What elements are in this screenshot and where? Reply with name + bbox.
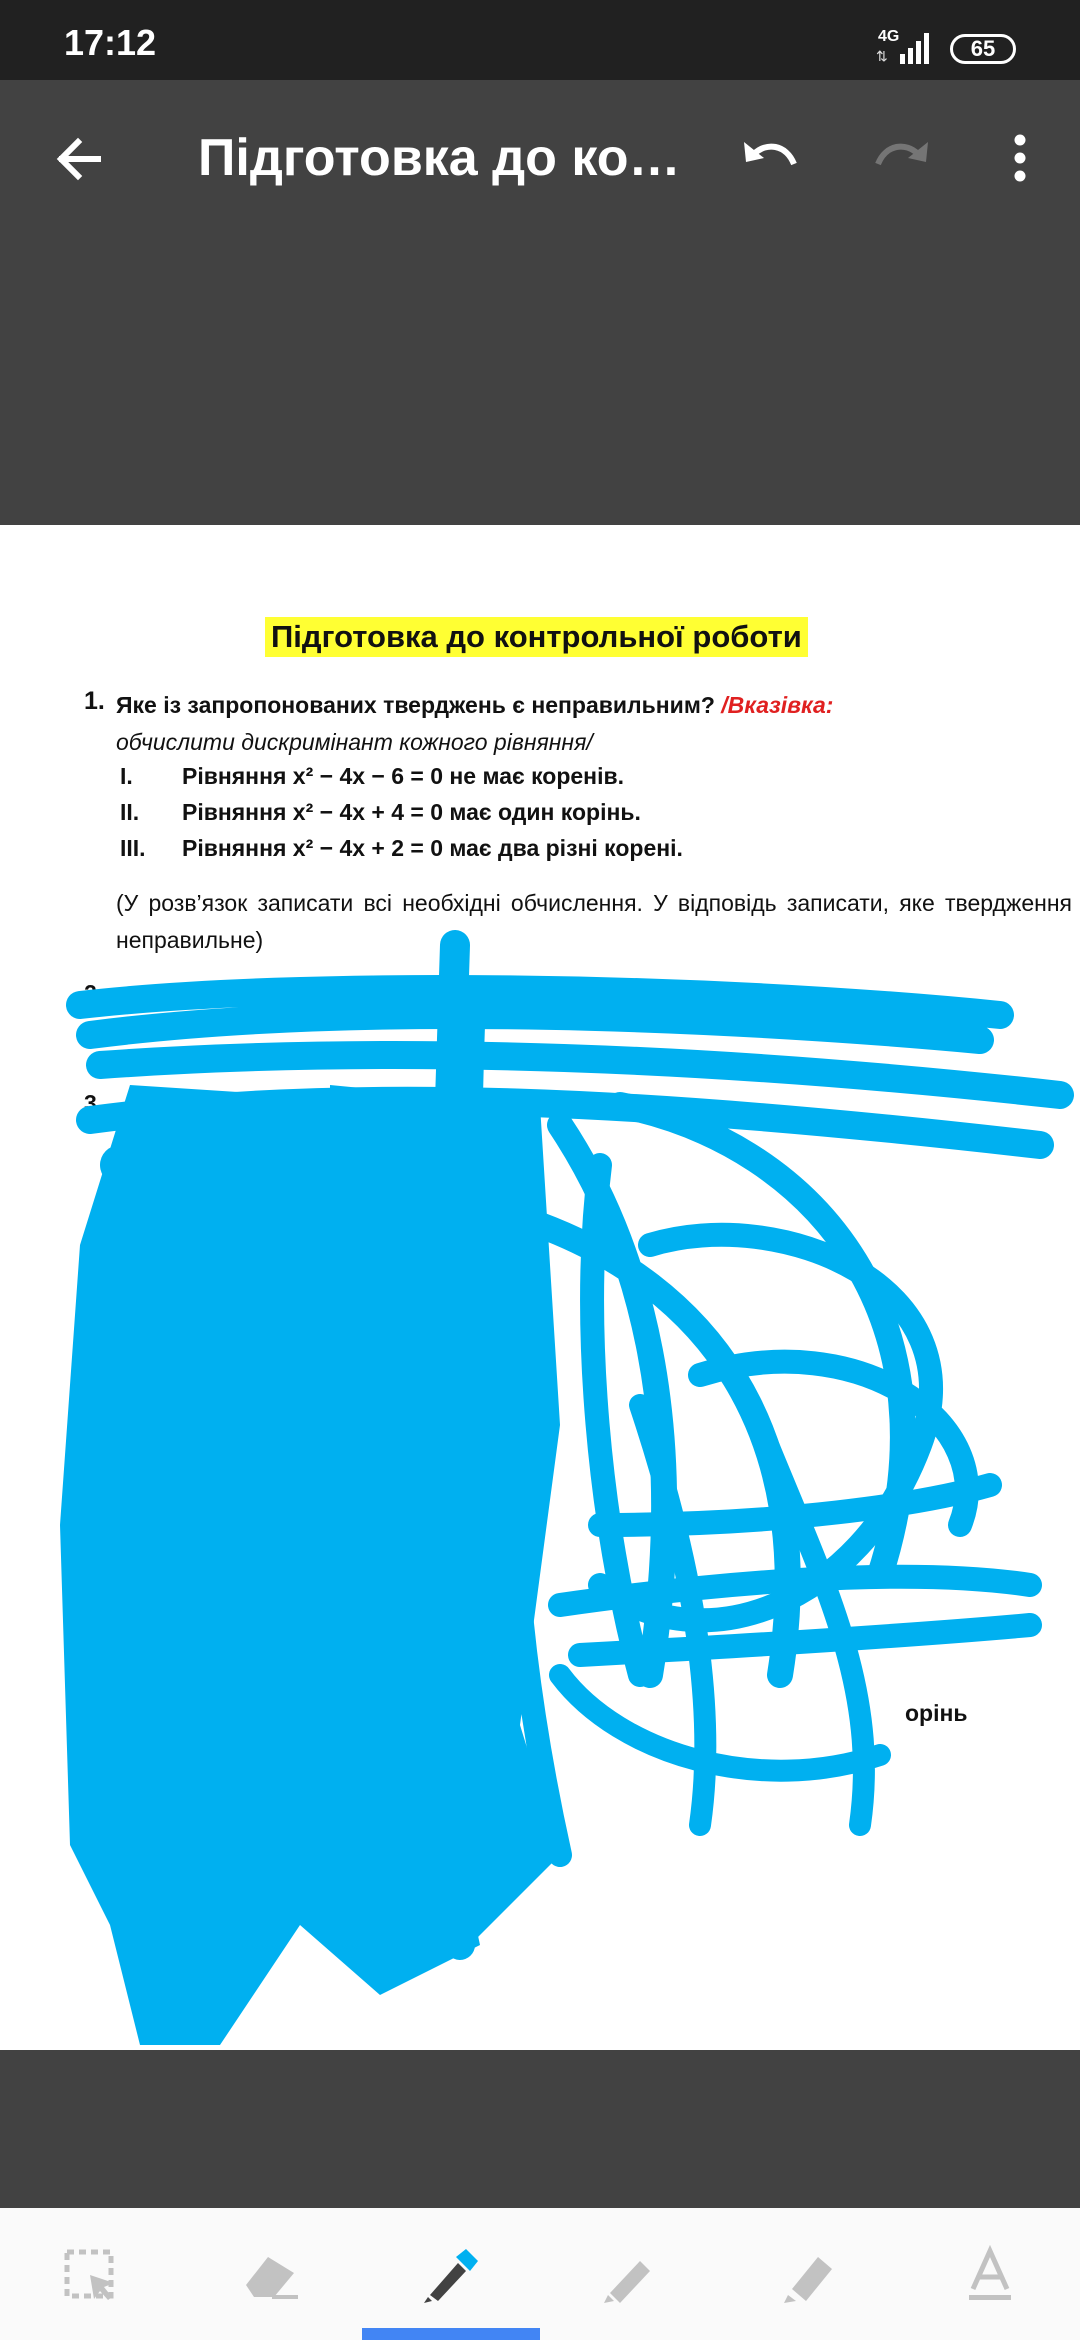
statement-number: II. xyxy=(120,799,140,825)
question-1-prompt: Яке із запропонованих тверджень є неправильним? xyxy=(116,692,715,718)
question-number: 1. xyxy=(84,687,105,715)
hint-text: обчислити дискримінант кожного рівняння/ xyxy=(116,729,593,755)
question-2-number: 2. xyxy=(84,980,104,1006)
canvas-background-bottom xyxy=(0,2050,1080,2208)
active-tool-indicator xyxy=(362,2328,540,2340)
more-vert-icon xyxy=(1010,132,1030,184)
question-1-note: (У розв’язок записати всі необхідні обчислення. У відповідь записати, яке твердження неправильне) xyxy=(116,890,1072,953)
question-3-number: 3. xyxy=(84,1090,104,1116)
annotation-toolbar xyxy=(0,2208,1080,2340)
text-fragment: орінь xyxy=(905,1700,968,1726)
statement-text: Рівняння x² − 4x + 2 = 0 має два різні корені. xyxy=(182,835,683,861)
canvas-background xyxy=(0,230,1080,525)
pen-scribble-annotation xyxy=(0,525,1080,2050)
statement-text: Рівняння x² − 4x + 4 = 0 має один корінь. xyxy=(182,799,641,825)
eraser-icon xyxy=(238,2247,302,2303)
document-heading: Підготовка до контрольної роботи xyxy=(265,617,808,657)
battery-indicator xyxy=(950,34,1016,64)
statement-text: Рівняння x² − 4x − 6 = 0 не має коренів. xyxy=(182,763,624,789)
pen-icon xyxy=(418,2243,482,2307)
statement-number: III. xyxy=(120,835,146,861)
eraser-tool-button[interactable] xyxy=(230,2240,310,2310)
redo-button[interactable] xyxy=(862,118,942,198)
back-arrow-icon xyxy=(52,133,104,185)
pencil-icon xyxy=(598,2243,662,2307)
network-type-label: 4G xyxy=(878,28,900,45)
document-page[interactable] xyxy=(0,525,1080,2050)
select-icon xyxy=(60,2245,120,2305)
back-button[interactable] xyxy=(38,119,118,199)
more-options-button[interactable] xyxy=(980,118,1060,198)
undo-icon xyxy=(740,136,800,180)
status-bar xyxy=(0,0,1080,80)
document-title: Підготовка до ко… xyxy=(198,129,681,187)
network-activity-icon: ⇅ xyxy=(876,48,888,64)
battery-level: 65 xyxy=(970,36,996,61)
text-tool-button[interactable] xyxy=(950,2240,1030,2310)
statement-number: I. xyxy=(120,763,133,789)
pencil-tool-button[interactable] xyxy=(590,2240,670,2310)
pen-tool-button[interactable] xyxy=(410,2240,490,2310)
app-bar xyxy=(0,80,1080,230)
status-time: 17:12 xyxy=(64,22,157,63)
undo-button[interactable] xyxy=(730,118,810,198)
signal-strength-icon xyxy=(896,30,936,64)
redo-icon xyxy=(872,136,932,180)
highlighter-icon xyxy=(778,2243,842,2307)
hint-label: /Вказівка: xyxy=(714,692,834,718)
highlighter-tool-button[interactable] xyxy=(770,2240,850,2310)
select-tool-button[interactable] xyxy=(50,2240,130,2310)
text-icon xyxy=(965,2245,1015,2305)
